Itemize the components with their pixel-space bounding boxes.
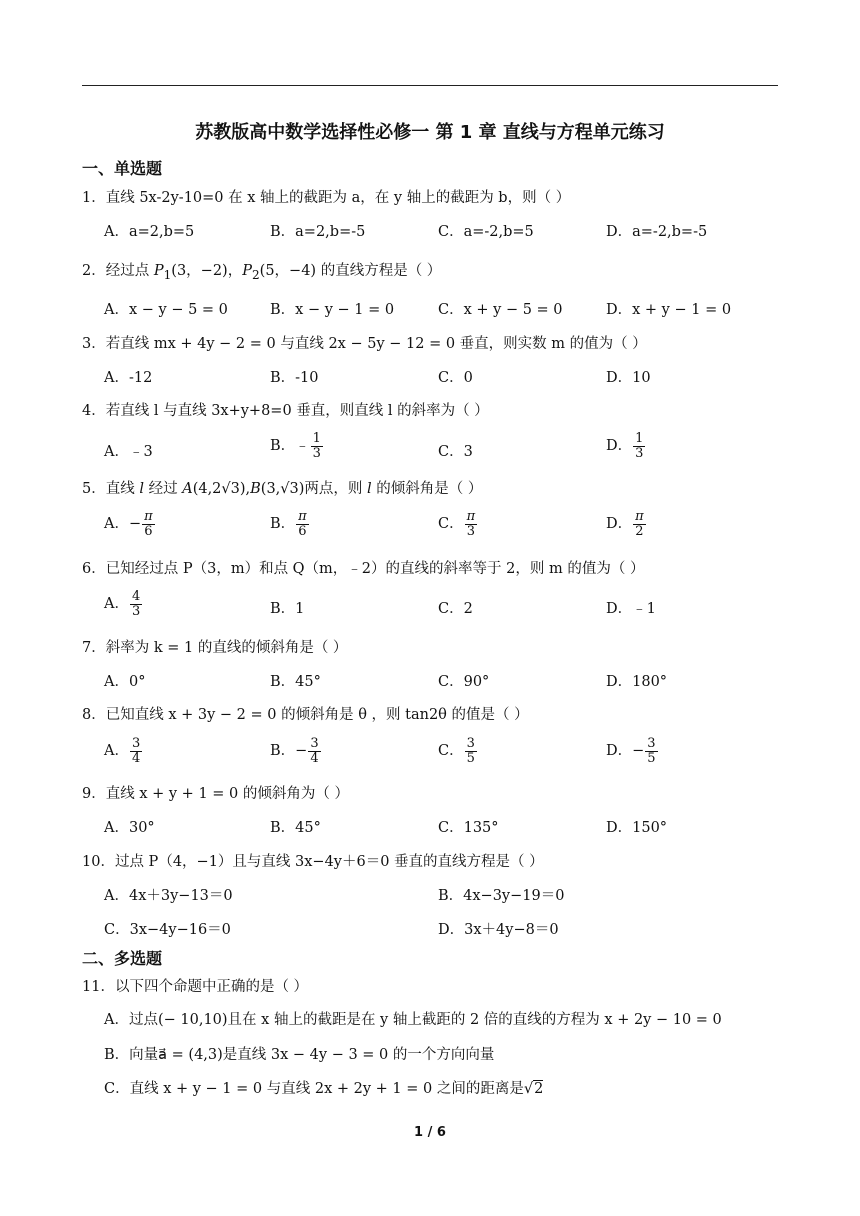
q11-option-a: A．过点(− 10,10)且在 x 轴上的截距是在 y 轴上截距的 2 倍的直线的方程为 x + 2y − 10 = 0 [104,1012,722,1028]
q2-option-a: A．x − y − 5 = 0 [104,302,228,318]
q4-option-c: C．3 [438,444,473,460]
q6-option-b: B．1 [270,601,305,617]
question-10: 10．过点 P（4，−1）且与直线 3x−4y＋6＝0 垂直的直线方程是（ ） [82,854,544,870]
q11-option-c: C．直线 x + y − 1 = 0 与直线 2x + 2y + 1 = 0 之间的距离是√2 [104,1081,544,1097]
q11-option-b: B．向量a⃗ = (4,3)是直线 3x − 4y − 3 = 0 的一个方向向量 [104,1047,495,1063]
header-rule [82,85,778,86]
q7-option-b: B．45° [270,674,321,690]
q7-option-a: A．0° [104,674,146,690]
q9-option-d: D．150° [606,820,668,836]
q3-option-c: C．0 [438,370,473,386]
question-2: 2．经过点 $P_1(3$，−2)，$P_2(5$，−4) 的直线方程是（ ） [82,263,442,282]
question-6: 6．已知经过点 P（3，m）和点 Q（m，﹣2）的直线的斜率等于 2，则 m 的值为（ ） [82,561,645,577]
q5-option-b: B． $\frac{\pi}{6}$ [270,509,307,539]
question-4: 4．若直线 l 与直线 3x+y+8=0 垂直，则直线 l 的斜率为（ ） [82,403,489,419]
q7-option-d: D．180° [606,674,668,690]
q7-option-c: C．90° [438,674,490,690]
q1-option-d: D．a=-2,b=-5 [606,224,708,240]
q10-option-c: C．3x−4y−16＝0 [104,922,231,938]
page-number: 1 / 6 [414,1125,446,1140]
q4-option-a: A．﹣3 [104,444,153,460]
q8-option-c: C． $\frac{3}{5}$ [438,736,475,766]
q8-option-d: D．− $\frac{3}{5}$ [606,736,656,766]
q9-option-a: A．30° [104,820,155,836]
q4-option-b: B．﹣ $\frac{1}{3}$ [270,431,321,461]
q5-option-d: D． $\frac{\pi}{2}$ [606,509,644,539]
q2-option-b: B．x − y − 1 = 0 [270,302,395,318]
question-3: 3．若直线 mx + 4y − 2 = 0 与直线 2x − 5y − 12 = 0 垂直，则实数 m 的值为（ ） [82,336,647,352]
q3-option-b: B．-10 [270,370,319,386]
q4-option-d: D． $\frac{1}{3}$ [606,431,644,461]
question-1: 1．直线 5x-2y-10=0 在 x 轴上的截距为 a，在 y 轴上的截距为 b，则（ ） [82,190,571,206]
question-5: 5．直线 l 经过 A(4,2√3),B(3,√3)两点，则 l 的倾斜角是（ ） [82,481,483,497]
q5-option-a: A．− $\frac{\pi}{6}$ [104,509,153,539]
question-9: 9．直线 x + y + 1 = 0 的倾斜角为（ ） [82,786,349,802]
q9-option-c: C．135° [438,820,499,836]
q10-option-d: D．3x＋4y−8＝0 [438,922,559,938]
q2-option-d: D．x + y − 1 = 0 [606,302,732,318]
q6-option-a: A． $\frac{4}{3}$ [104,589,141,619]
q9-option-b: B．45° [270,820,321,836]
section-multi-choice: 二、多选题 [82,949,163,968]
q1-option-c: C．a=-2,b=5 [438,224,534,240]
q5-option-c: C． $\frac{\pi}{3}$ [438,509,476,539]
question-7: 7．斜率为 k = 1 的直线的倾斜角是（ ） [82,640,348,656]
q3-option-d: D．10 [606,370,651,386]
question-8: 8．已知直线 x + 3y − 2 = 0 的倾斜角是 θ ，则 tan2θ 的值是（ ） [82,707,529,723]
q8-option-b: B．− $\frac{3}{4}$ [270,736,319,766]
q6-option-c: C．2 [438,601,473,617]
q3-option-a: A．-12 [104,370,153,386]
question-11: 11．以下四个命题中正确的是（ ） [82,979,309,995]
q1-option-b: B．a=2,b=-5 [270,224,366,240]
q8-option-a: A． $\frac{3}{4}$ [104,736,141,766]
section-single-choice: 一、单选题 [82,159,163,178]
q10-option-a: A．4x＋3y−13＝0 [104,888,233,904]
q6-option-d: D．﹣1 [606,601,656,617]
q1-option-a: A．a=2,b=5 [104,224,195,240]
q2-option-c: C．x + y − 5 = 0 [438,302,563,318]
page-title: 苏教版高中数学选择性必修一 第 1 章 直线与方程单元练习 [195,122,665,143]
q10-option-b: B．4x−3y−19＝0 [438,888,565,904]
